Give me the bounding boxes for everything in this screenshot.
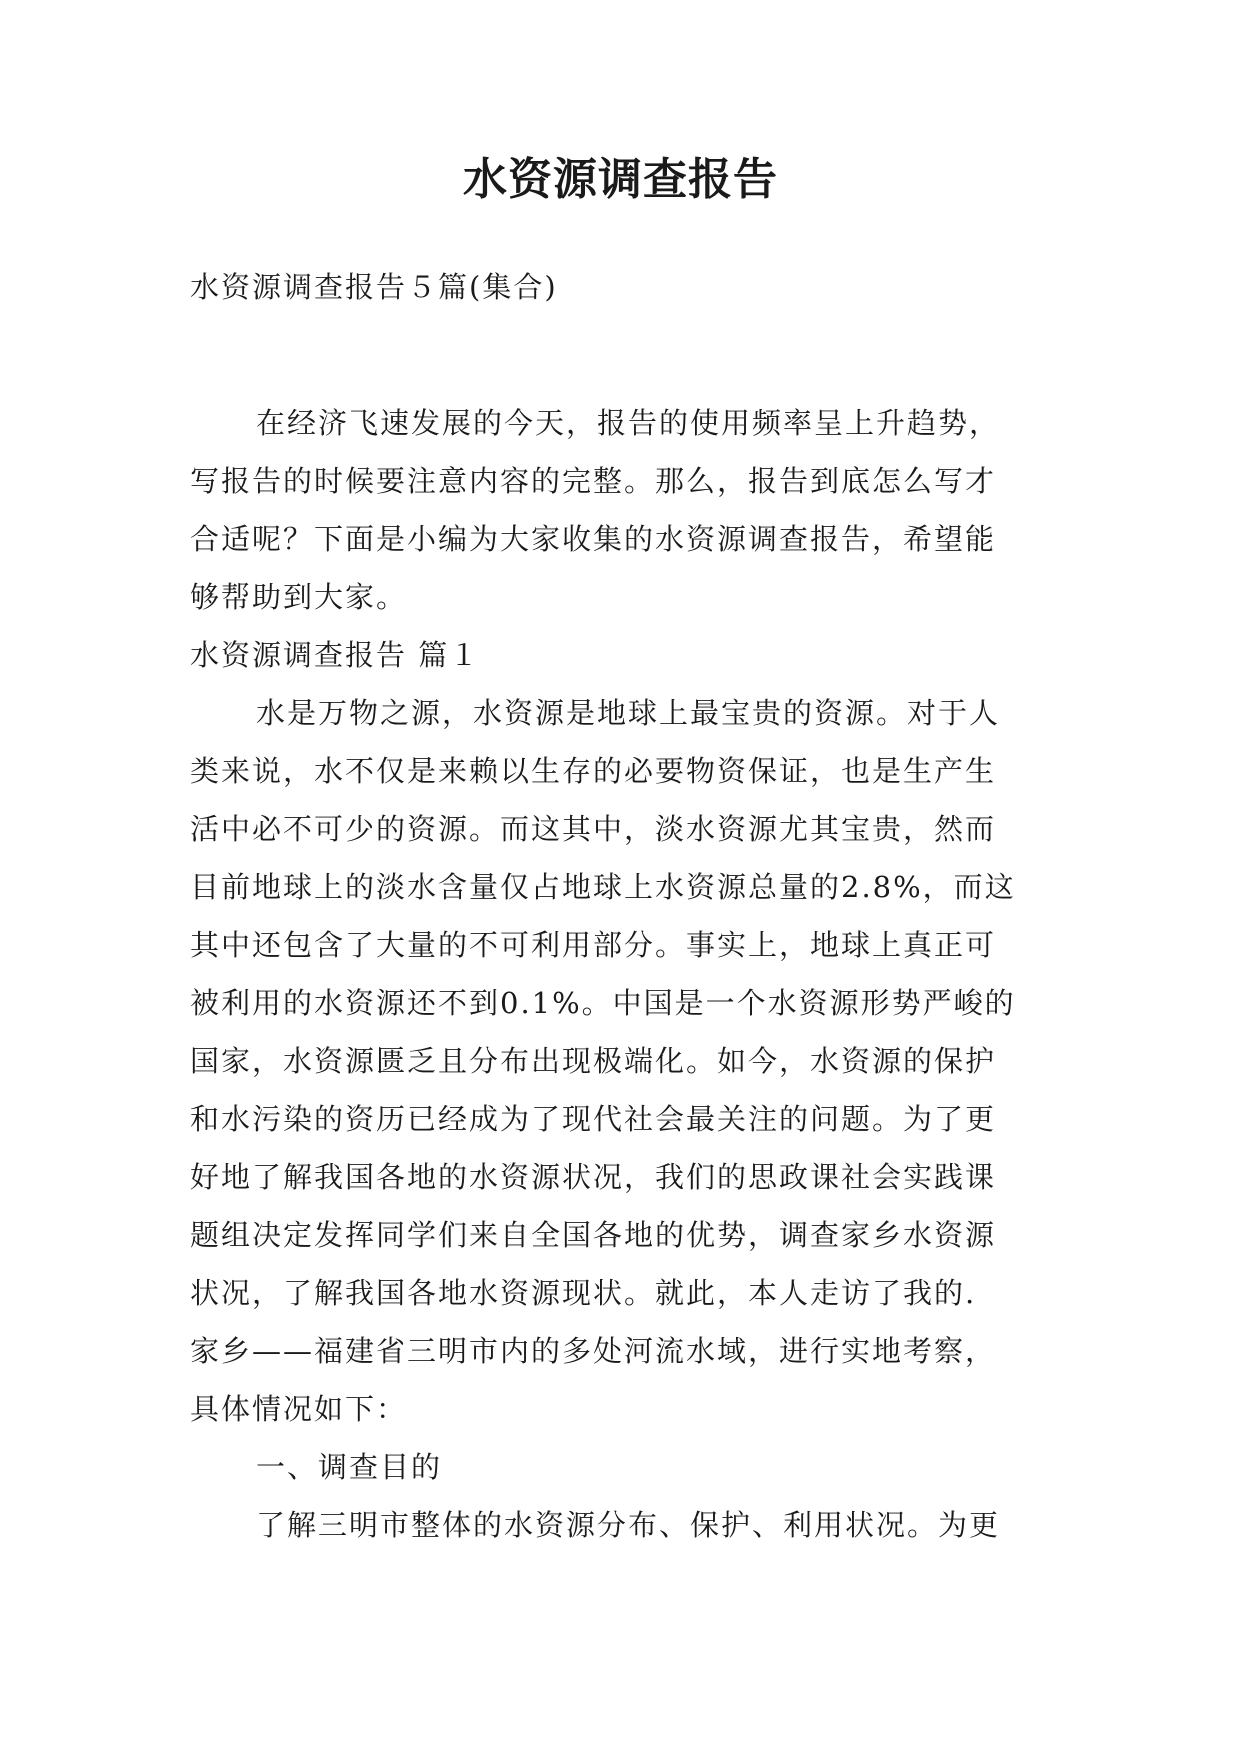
paragraph-gap	[190, 316, 1050, 394]
document-title: 水资源调查报告	[463, 154, 778, 205]
body-line: 活中必不可少的资源。而这其中，淡水资源尤其宝贵，然而	[190, 812, 997, 846]
subheading: 一、调查目的	[256, 1450, 443, 1484]
body-line: 家乡——福建省三明市内的多处河流水域，进行实地考察，	[190, 1334, 997, 1368]
body-line: 水是万物之源，水资源是地球上最宝贵的资源。对于人	[256, 696, 1001, 730]
body-line: 国家，水资源匮乏且分布出现极端化。如今，水资源的保护	[190, 1044, 997, 1078]
body-line: 其中还包含了大量的不可利用部分。事实上，地球上真正可	[190, 928, 997, 962]
intro-line: 够帮助到大家。	[190, 580, 408, 614]
document-subtitle: 水资源调查报告５篇(集合)	[190, 270, 558, 304]
body-line: 类来说，水不仅是来赖以生存的必要物资保证，也是生产生	[190, 754, 997, 788]
body-line: 和水污染的资历已经成为了现代社会最关注的问题。为了更	[190, 1102, 997, 1136]
body-line: 被利用的水资源还不到0.1%。中国是一个水资源形势严峻的	[190, 986, 1016, 1020]
section-heading: 水资源调查报告 篇１	[190, 638, 481, 672]
body-line: 好地了解我国各地的水资源状况，我们的思政课社会实践课	[190, 1160, 997, 1194]
intro-line: 写报告的时候要注意内容的完整。那么，报告到底怎么写才	[190, 464, 997, 498]
intro-line: 合适呢？下面是小编为大家收集的水资源调查报告，希望能	[190, 522, 997, 556]
final-line: 了解三明市整体的水资源分布、保护、利用状况。为更	[256, 1508, 1001, 1542]
document-body	[190, 258, 1050, 1554]
body-line: 状况，了解我国各地水资源现状。就此，本人走访了我的.	[190, 1276, 977, 1310]
body-line: 具体情况如下：	[190, 1392, 408, 1426]
body-line: 目前地球上的淡水含量仅占地球上水资源总量的2.8%，而这	[190, 870, 1016, 904]
intro-line: 在经济飞速发展的今天，报告的使用频率呈上升趋势，	[256, 406, 1001, 440]
body-line: 题组决定发挥同学们来自全国各地的优势，调查家乡水资源	[190, 1218, 997, 1252]
